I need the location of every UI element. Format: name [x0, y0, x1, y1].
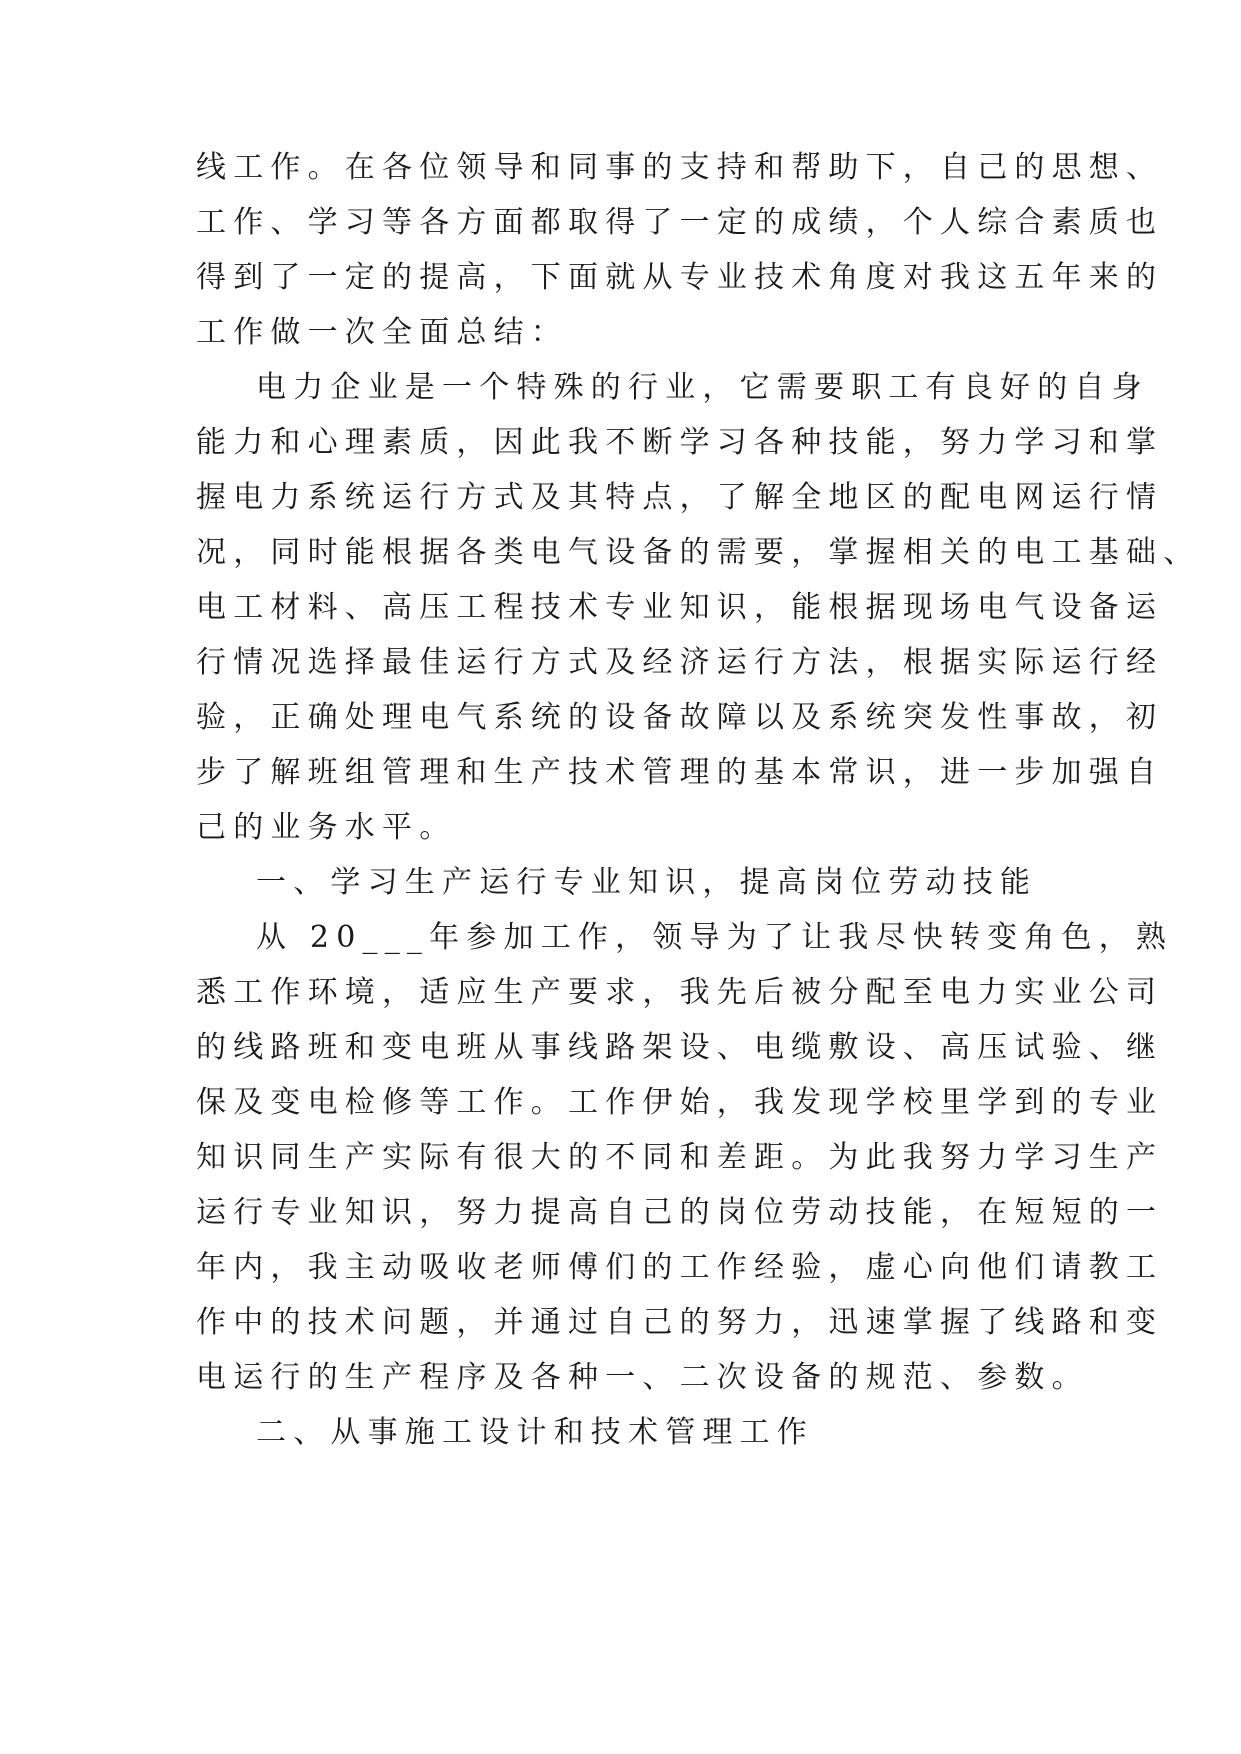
- text-line: 年内，我主动吸收老师傅们的工作经验，虚心向他们请教工: [196, 1250, 1164, 1285]
- text-line: 线工作。在各位领导和同事的支持和帮助下，自己的思想、: [196, 150, 1164, 185]
- text-line: 握电力系统运行方式及其特点，了解全地区的配电网运行情: [196, 480, 1164, 515]
- text-line: 己的业务水平。: [196, 810, 457, 845]
- text-line: 工作、学习等各方面都取得了一定的成绩，个人综合素质也: [196, 205, 1164, 240]
- text-line: 电运行的生产程序及各种一、二次设备的规范、参数。: [196, 1360, 1089, 1395]
- text-line: 步了解班组管理和生产技术管理的基本常识，进一步加强自: [196, 755, 1164, 790]
- text-line: 保及变电检修等工作。工作伊始，我发现学校里学到的专业: [196, 1085, 1164, 1120]
- text-line: 行情况选择最佳运行方式及经济运行方法，根据实际运行经: [196, 645, 1164, 680]
- text-line: 电力企业是一个特殊的行业，它需要职工有良好的自身: [256, 370, 1149, 405]
- text-line: 电工材料、高压工程技术专业知识，能根据现场电气设备运: [196, 590, 1164, 625]
- text-line: 从 20___年参加工作，领导为了让我尽快转变角色，熟: [256, 920, 1174, 955]
- text-line: 知识同生产实际有很大的不同和差距。为此我努力学习生产: [196, 1140, 1164, 1175]
- text-line: 运行专业知识，努力提高自己的岗位劳动技能，在短短的一: [196, 1195, 1164, 1230]
- text-line: 工作做一次全面总结：: [196, 315, 568, 350]
- text-line: 悉工作环境，适应生产要求，我先后被分配至电力实业公司: [196, 975, 1164, 1010]
- text-line: 的线路班和变电班从事线路架设、电缆敷设、高压试验、继: [196, 1030, 1164, 1065]
- text-line: 况，同时能根据各类电气设备的需要，掌握相关的电工基础、: [196, 535, 1201, 570]
- text-line: 能力和心理素质，因此我不断学习各种技能，努力学习和掌: [196, 425, 1164, 460]
- text-line: 得到了一定的提高，下面就从专业技术角度对我这五年来的: [196, 260, 1164, 295]
- text-line: 验，正确处理电气系统的设备故障以及系统突发性事故，初: [196, 700, 1164, 735]
- section-heading: 一、学习生产运行专业知识，提高岗位劳动技能: [256, 865, 1038, 900]
- text-line: 作中的技术问题，并通过自己的努力，迅速掌握了线路和变: [196, 1305, 1164, 1340]
- section-heading: 二、从事施工设计和技术管理工作: [256, 1415, 814, 1450]
